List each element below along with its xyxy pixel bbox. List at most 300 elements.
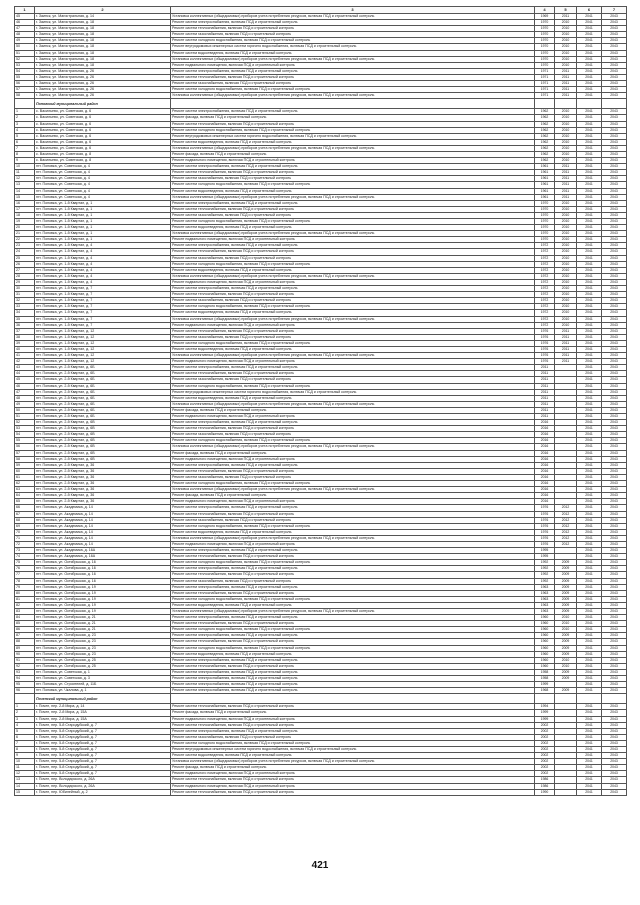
- plan-start-year-cell: 2041: [577, 590, 602, 596]
- row-number-cell: 88: [15, 639, 35, 645]
- plan-start-year-cell: 2041: [577, 316, 602, 322]
- work-type-cell: Ремонт систем холодного водоснабжения, включая ПСД и строительный контроль: [171, 340, 535, 346]
- work-type-cell: Установка коллективных (общедомовых) приборов учета потребления ресурсов, включая ПСД и строительный контроль: [171, 194, 535, 200]
- last-repair-year-cell: 2010: [555, 109, 577, 115]
- plan-end-year-cell: 2043: [602, 340, 627, 346]
- last-repair-year-cell: 2010: [555, 212, 577, 218]
- plan-start-year-cell: 2041: [577, 420, 602, 426]
- row-number-cell: 93: [15, 669, 35, 675]
- row-number-cell: 4: [15, 127, 35, 133]
- section-title: Поповский муниципальный район: [35, 99, 171, 109]
- year-built-cell: 1976: [535, 523, 555, 529]
- row-number-cell: 7: [15, 145, 35, 151]
- row-number-cell: 21: [15, 231, 35, 237]
- plan-end-year-cell: 2043: [602, 188, 627, 194]
- row-number-cell: 47: [15, 389, 35, 395]
- plan-start-year-cell: 2041: [577, 334, 602, 340]
- address-cell: г. Заинск, ул. Магистральная, д. 26: [35, 87, 171, 93]
- row-number-cell: 78: [15, 578, 35, 584]
- plan-end-year-cell: 2043: [602, 261, 627, 267]
- last-repair-year-cell: 2011: [555, 14, 577, 20]
- row-number-cell: 56: [15, 81, 35, 87]
- last-repair-year-cell: 2010: [555, 243, 577, 249]
- address-cell: пгт. Поповка, ул. Октябрьская, д. 16: [35, 572, 171, 578]
- plan-end-year-cell: 2043: [602, 38, 627, 44]
- address-cell: пгт. Поповка, ул. 1-й Квартал, д. 7: [35, 310, 171, 316]
- year-built-cell: 1970: [535, 50, 555, 56]
- address-cell: г. Заинск, ул. Магистральная, д. 26: [35, 81, 171, 87]
- plan-end-year-cell: 2043: [602, 316, 627, 322]
- plan-end-year-cell: 2043: [602, 444, 627, 450]
- work-type-cell: Ремонт подвального помещения, включая ПСД и строительный контроль: [171, 499, 535, 505]
- work-type-cell: Ремонт подвального помещения, включая ПСД и строительный контроль: [171, 456, 535, 462]
- address-cell: пгт. Поповка, ул. 2-й Квартал, д. 6В: [35, 450, 171, 456]
- address-cell: пгт. Поповка, ул. 1-й Квартал, д. 7: [35, 286, 171, 292]
- address-cell: г. Заинск, ул. Магистральная, д. 18: [35, 44, 171, 50]
- row-number-cell: 84: [15, 615, 35, 621]
- address-cell: пгт. Поповка, ул. Академика, д. 16А: [35, 554, 171, 560]
- work-type-cell: Ремонт систем водоотведения, включая ПСД и строительный контроль: [171, 188, 535, 194]
- row-number-cell: 73: [15, 548, 35, 554]
- year-built-cell: 1970: [535, 20, 555, 26]
- year-built-cell: 2016: [535, 432, 555, 438]
- row-number-cell: 62: [15, 481, 35, 487]
- plan-end-year-cell: 2043: [602, 334, 627, 340]
- plan-start-year-cell: 2041: [577, 529, 602, 535]
- work-type-cell: Ремонт систем теплоснабжения, включая ПСД и строительный контроль: [171, 572, 535, 578]
- address-cell: пгт. Поповка, ул. 2-й Квартал, д. 6В: [35, 456, 171, 462]
- address-cell: пгт. Поповка, ул. 2-й Квартал, д. 36: [35, 499, 171, 505]
- plan-start-year-cell: 2041: [577, 340, 602, 346]
- plan-start-year-cell: 2041: [577, 249, 602, 255]
- plan-end-year-cell: 2043: [602, 554, 627, 560]
- year-built-cell: 1992: [535, 572, 555, 578]
- plan-start-year-cell: 2041: [577, 602, 602, 608]
- work-type-cell: Ремонт систем холодного водоснабжения, включая ПСД и строительный контроль: [171, 38, 535, 44]
- address-cell: пгт. Поповка, ул. Строителей, д. 11Б: [35, 682, 171, 688]
- year-built-cell: 1976: [535, 511, 555, 517]
- work-type-cell: Ремонт систем холодного водоснабжения, включая ПСД и строительный контроль: [171, 261, 535, 267]
- year-built-cell: 2011: [535, 401, 555, 407]
- work-type-cell: Ремонт систем холодного водоснабжения, включая ПСД и строительный контроль: [171, 596, 535, 602]
- work-type-cell: Ремонт систем газоснабжения, включая ПСД и строительный контроль: [171, 298, 535, 304]
- last-repair-year-cell: 2009: [555, 584, 577, 590]
- last-repair-year-cell: 2011: [555, 194, 577, 200]
- row-number-cell: 12: [15, 771, 35, 777]
- plan-start-year-cell: 2041: [577, 535, 602, 541]
- plan-end-year-cell: 2043: [602, 789, 627, 795]
- last-repair-year-cell: 2009: [555, 602, 577, 608]
- row-number-cell: 5: [15, 133, 35, 139]
- plan-end-year-cell: 2043: [602, 371, 627, 377]
- year-built-cell: 2016: [535, 481, 555, 487]
- address-cell: с. Васильево, ул. Советская, д. 6: [35, 109, 171, 115]
- work-type-cell: Ремонт систем газоснабжения, включая ПСД и строительный контроль: [171, 474, 535, 480]
- plan-end-year-cell: 2043: [602, 517, 627, 523]
- last-repair-year-cell: 2010: [555, 621, 577, 627]
- year-built-cell: 2002: [535, 722, 555, 728]
- year-built-cell: 2016: [535, 487, 555, 493]
- row-number-cell: 67: [15, 511, 35, 517]
- year-built-cell: 1960: [535, 621, 555, 627]
- year-built-cell: 1960: [535, 657, 555, 663]
- plan-start-year-cell: 2041: [577, 783, 602, 789]
- plan-start-year-cell: 2041: [577, 109, 602, 115]
- address-cell: г. Заинск, ул. Магистральная, д. 26: [35, 74, 171, 80]
- address-cell: пгт. Поповка, ул. Октябрьская, д. 23: [35, 639, 171, 645]
- col-header-7: 7: [602, 7, 627, 14]
- address-cell: пгт. Поповка, ул. 1-й Квартал, д. 1: [35, 237, 171, 243]
- plan-end-year-cell: 2043: [602, 645, 627, 651]
- plan-end-year-cell: 2043: [602, 759, 627, 765]
- work-type-cell: Ремонт систем электроснабжения, включая ПСД и строительный контроль: [171, 243, 535, 249]
- plan-start-year-cell: 2041: [577, 596, 602, 602]
- row-number-cell: 51: [15, 414, 35, 420]
- year-built-cell: 2016: [535, 474, 555, 480]
- plan-end-year-cell: 2043: [602, 133, 627, 139]
- last-repair-year-cell: 2010: [555, 298, 577, 304]
- plan-end-year-cell: 2043: [602, 44, 627, 50]
- row-number-cell: 54: [15, 68, 35, 74]
- plan-end-year-cell: 2043: [602, 56, 627, 62]
- last-repair-year-cell: 2010: [555, 627, 577, 633]
- plan-end-year-cell: 2043: [602, 753, 627, 759]
- year-built-cell: 1961: [535, 164, 555, 170]
- plan-start-year-cell: 2041: [577, 505, 602, 511]
- plan-end-year-cell: 2043: [602, 716, 627, 722]
- address-cell: г. Почеп, пер. 5-й Стародубский, д. 7: [35, 722, 171, 728]
- row-number-cell: 16: [15, 200, 35, 206]
- work-type-cell: Ремонт систем теплоснабжения, включая ПСД и строительный контроль: [171, 26, 535, 32]
- last-repair-year-cell: 2011: [555, 334, 577, 340]
- last-repair-year-cell: 2009: [555, 566, 577, 572]
- row-number-cell: 8: [15, 151, 35, 157]
- plan-start-year-cell: 2041: [577, 651, 602, 657]
- plan-end-year-cell: 2043: [602, 401, 627, 407]
- plan-end-year-cell: 2043: [602, 420, 627, 426]
- address-cell: пгт. Поповка, ул. 2-й Квартал, д. 36: [35, 487, 171, 493]
- plan-start-year-cell: 2041: [577, 560, 602, 566]
- plan-start-year-cell: 2041: [577, 645, 602, 651]
- plan-end-year-cell: 2043: [602, 578, 627, 584]
- work-type-cell: Ремонт систем электроснабжения, включая ПСД и строительный контроль: [171, 505, 535, 511]
- year-built-cell: 1971: [535, 87, 555, 93]
- row-number-cell: 50: [15, 407, 35, 413]
- work-type-cell: Установка коллективных (общедомовых) приборов учета потребления ресурсов, включая ПСД и строительный контроль: [171, 145, 535, 151]
- year-built-cell: 1992: [535, 566, 555, 572]
- work-type-cell: Ремонт систем электроснабжения, включая ПСД и строительный контроль: [171, 286, 535, 292]
- plan-start-year-cell: 2041: [577, 87, 602, 93]
- last-repair-year-cell: 2011: [555, 93, 577, 99]
- last-repair-year-cell: 2010: [555, 322, 577, 328]
- row-number-cell: 68: [15, 517, 35, 523]
- plan-end-year-cell: 2043: [602, 151, 627, 157]
- year-built-cell: 1995: [535, 548, 555, 554]
- plan-start-year-cell: 2041: [577, 14, 602, 20]
- row-number-cell: 56: [15, 444, 35, 450]
- plan-end-year-cell: 2043: [602, 462, 627, 468]
- last-repair-year-cell: 2011: [555, 176, 577, 182]
- row-number-cell: 33: [15, 304, 35, 310]
- plan-end-year-cell: 2043: [602, 279, 627, 285]
- work-type-cell: Ремонт систем электроснабжения, включая ПСД и строительный контроль: [171, 584, 535, 590]
- row-number-cell: 9: [15, 753, 35, 759]
- year-built-cell: 1969: [535, 14, 555, 20]
- address-cell: с. Васильево, ул. Советская, д. 6: [35, 139, 171, 145]
- last-repair-year-cell: 2010: [555, 145, 577, 151]
- row-number-cell: 7: [15, 740, 35, 746]
- year-built-cell: 1962: [535, 133, 555, 139]
- section-empty-cell: [577, 694, 602, 704]
- row-number-cell: 51: [15, 50, 35, 56]
- row-number-cell: 95: [15, 682, 35, 688]
- plan-start-year-cell: 2041: [577, 456, 602, 462]
- address-cell: пгт. Поповка, ул. Академика, д. 14: [35, 517, 171, 523]
- year-built-cell: 1976: [535, 505, 555, 511]
- row-number-cell: 74: [15, 554, 35, 560]
- year-built-cell: 1972: [535, 322, 555, 328]
- work-type-cell: Установка коллективных (общедомовых) приборов учета потребления ресурсов, включая ПСД и строительный контроль: [171, 316, 535, 322]
- address-cell: пгт. Поповка, ул. 2-й Квартал, д. 6Б: [35, 377, 171, 383]
- plan-start-year-cell: 2041: [577, 740, 602, 746]
- address-cell: пгт. Поповка, ул. 1-й Квартал, д. 12: [35, 334, 171, 340]
- work-type-cell: Ремонт систем теплоснабжения, включая ПСД и строительный контроль: [171, 292, 535, 298]
- plan-start-year-cell: 2041: [577, 50, 602, 56]
- year-built-cell: 1986: [535, 783, 555, 789]
- col-header-4: 4: [535, 7, 555, 14]
- plan-start-year-cell: 2041: [577, 346, 602, 352]
- year-built-cell: 1961: [535, 176, 555, 182]
- work-type-cell: Ремонт систем холодного водоснабжения, включая ПСД и строительный контроль: [171, 740, 535, 746]
- plan-end-year-cell: 2043: [602, 523, 627, 529]
- year-built-cell: 1970: [535, 212, 555, 218]
- year-built-cell: 1970: [535, 26, 555, 32]
- row-number-cell: 45: [15, 377, 35, 383]
- address-cell: пгт. Поповка, ул. Советская, д. 4: [35, 182, 171, 188]
- last-repair-year-cell: 2009: [555, 676, 577, 682]
- plan-end-year-cell: 2043: [602, 676, 627, 682]
- work-type-cell: Ремонт систем газоснабжения, включая ПСД и строительный контроль: [171, 176, 535, 182]
- last-repair-year-cell: 2011: [555, 353, 577, 359]
- plan-end-year-cell: 2043: [602, 639, 627, 645]
- plan-end-year-cell: 2043: [602, 353, 627, 359]
- last-repair-year-cell: 2012: [555, 535, 577, 541]
- row-number-cell: 91: [15, 657, 35, 663]
- plan-end-year-cell: 2043: [602, 365, 627, 371]
- address-cell: пгт. Поповка, ул. 2-й Квартал, д. 6В: [35, 444, 171, 450]
- last-repair-year-cell: 2009: [555, 639, 577, 645]
- work-type-cell: Ремонт подвального помещения, включая ПСД и строительный контроль: [171, 158, 535, 164]
- plan-end-year-cell: 2043: [602, 746, 627, 752]
- row-number-cell: 4: [15, 722, 35, 728]
- year-built-cell: 1999: [535, 716, 555, 722]
- work-type-cell: Ремонт систем водоотведения, включая ПСД и строительный контроль: [171, 310, 535, 316]
- row-number-cell: 30: [15, 286, 35, 292]
- row-number-cell: 11: [15, 765, 35, 771]
- plan-end-year-cell: 2043: [602, 206, 627, 212]
- work-type-cell: Ремонт систем холодного водоснабжения, включая ПСД и строительный контроль: [171, 383, 535, 389]
- row-number-cell: 35: [15, 316, 35, 322]
- plan-end-year-cell: 2043: [602, 62, 627, 68]
- work-type-cell: Ремонт подвального помещения, включая ПСД и строительный контроль: [171, 783, 535, 789]
- year-built-cell: 1972: [535, 292, 555, 298]
- year-built-cell: 1970: [535, 231, 555, 237]
- plan-end-year-cell: 2043: [602, 615, 627, 621]
- work-type-cell: Ремонт систем теплоснабжения, включая ПСД и строительный контроль: [171, 206, 535, 212]
- work-type-cell: Ремонт систем электроснабжения, включая ПСД и строительный контроль: [171, 728, 535, 734]
- address-cell: пгт. Поповка, ул. Академика, д. 14: [35, 535, 171, 541]
- work-type-cell: Ремонт систем электроснабжения, включая ПСД и строительный контроль: [171, 200, 535, 206]
- plan-end-year-cell: 2043: [602, 535, 627, 541]
- last-repair-year-cell: 2010: [555, 663, 577, 669]
- row-number-cell: 55: [15, 438, 35, 444]
- col-header-3: 3: [171, 7, 535, 14]
- year-built-cell: 1961: [535, 182, 555, 188]
- address-cell: пгт. Поповка, ул. 1-й Квартал, д. 4: [35, 261, 171, 267]
- row-number-cell: 15: [15, 789, 35, 795]
- row-number-cell: 40: [15, 346, 35, 352]
- last-repair-year-cell: 2010: [555, 267, 577, 273]
- address-cell: пгт. Поповка, ул. Октябрьская, д. 21: [35, 621, 171, 627]
- address-cell: пгт. Поповка, ул. Советская, д. 4: [35, 170, 171, 176]
- year-built-cell: 2002: [535, 728, 555, 734]
- work-type-cell: Ремонт внутридомовых инженерных систем горячего водоснабжения, включая ПСД и строительный контроль: [171, 44, 535, 50]
- year-built-cell: 2002: [535, 771, 555, 777]
- last-repair-year-cell: 2010: [555, 249, 577, 255]
- address-cell: пгт. Поповка, ул. 1-й Квартал, д. 12: [35, 328, 171, 334]
- year-built-cell: 1963: [535, 590, 555, 596]
- plan-start-year-cell: 2041: [577, 716, 602, 722]
- plan-end-year-cell: 2043: [602, 328, 627, 334]
- last-repair-year-cell: 2011: [555, 74, 577, 80]
- row-number-cell: 2: [15, 115, 35, 121]
- plan-start-year-cell: 2041: [577, 328, 602, 334]
- address-cell: с. Васильево, ул. Советская, д. 6: [35, 133, 171, 139]
- work-type-cell: Ремонт систем водоотведения, включая ПСД и строительный контроль: [171, 139, 535, 145]
- address-cell: пгт. Поповка, ул. Октябрьская, д. 21: [35, 615, 171, 621]
- row-number-cell: 49: [15, 38, 35, 44]
- last-repair-year-cell: 2010: [555, 151, 577, 157]
- address-cell: пгт. Поповка, ул. 1-й Квартал, д. 12: [35, 359, 171, 365]
- last-repair-year-cell: 2010: [555, 261, 577, 267]
- row-number-cell: 46: [15, 383, 35, 389]
- address-cell: пгт. Поповка, ул. Академика, д. 14: [35, 511, 171, 517]
- plan-end-year-cell: 2043: [602, 200, 627, 206]
- work-type-cell: Ремонт систем теплоснабжения, включая ПСД и строительный контроль: [171, 722, 535, 728]
- plan-start-year-cell: 2041: [577, 310, 602, 316]
- year-built-cell: 1971: [535, 81, 555, 87]
- row-number-cell: 65: [15, 499, 35, 505]
- plan-end-year-cell: 2043: [602, 182, 627, 188]
- work-type-cell: Ремонт систем теплоснабжения, включая ПСД и строительный контроль: [171, 371, 535, 377]
- plan-end-year-cell: 2043: [602, 572, 627, 578]
- work-type-cell: Ремонт систем теплоснабжения, включая ПСД и строительный контроль: [171, 426, 535, 432]
- address-cell: пгт. Поповка, ул. 2-й Квартал, д. 36: [35, 468, 171, 474]
- work-type-cell: Ремонт систем холодного водоснабжения, включая ПСД и строительный контроль: [171, 560, 535, 566]
- address-cell: пгт. Поповка, ул. 1-й Квартал, д. 1: [35, 206, 171, 212]
- plan-start-year-cell: 2041: [577, 231, 602, 237]
- address-cell: пгт. Поповка, ул. 2-й Квартал, д. 6Б: [35, 365, 171, 371]
- year-built-cell: 1976: [535, 346, 555, 352]
- address-cell: г. Заинск, ул. Магистральная, д. 18: [35, 32, 171, 38]
- address-cell: пгт. Поповка, ул. 1-й Квартал, д. 1: [35, 219, 171, 225]
- address-cell: г. Почеп, пер. Володарского, д. 26А: [35, 777, 171, 783]
- row-number-cell: 83: [15, 609, 35, 615]
- row-number-cell: 69: [15, 523, 35, 529]
- work-type-cell: Ремонт фасада, включая ПСД и строительный контроль: [171, 710, 535, 716]
- plan-start-year-cell: 2041: [577, 298, 602, 304]
- row-number-cell: 3: [15, 716, 35, 722]
- row-number-cell: 14: [15, 783, 35, 789]
- year-built-cell: 2002: [535, 753, 555, 759]
- address-cell: г. Почеп, пер. 5-й Стародубский, д. 7: [35, 728, 171, 734]
- row-number-cell: 43: [15, 365, 35, 371]
- row-number-cell: 52: [15, 420, 35, 426]
- work-type-cell: Ремонт систем водоотведения, включая ПСД и строительный контроль: [171, 753, 535, 759]
- work-type-cell: Ремонт систем электроснабжения, включая ПСД и строительный контроль: [171, 20, 535, 26]
- row-number-cell: 82: [15, 602, 35, 608]
- row-number-cell: 59: [15, 462, 35, 468]
- plan-start-year-cell: 2041: [577, 688, 602, 694]
- plan-end-year-cell: 2043: [602, 771, 627, 777]
- row-number-cell: 55: [15, 74, 35, 80]
- work-type-cell: Ремонт подвального помещения, включая ПСД и строительный контроль: [171, 322, 535, 328]
- row-number-cell: 58: [15, 456, 35, 462]
- plan-start-year-cell: 2041: [577, 462, 602, 468]
- work-type-cell: Ремонт систем холодного водоснабжения, включая ПСД и строительный контроль: [171, 645, 535, 651]
- plan-end-year-cell: 2043: [602, 115, 627, 121]
- last-repair-year-cell: 2010: [555, 121, 577, 127]
- work-type-cell: Ремонт фасада, включая ПСД и строительный контроль: [171, 493, 535, 499]
- work-type-cell: Ремонт систем теплоснабжения, включая ПСД и строительный контроль: [171, 590, 535, 596]
- address-cell: пгт. Поповка, ул. 1-й Квартал, д. 1: [35, 225, 171, 231]
- address-cell: пгт. Поповка, ул. 2-й Квартал, д. 6Б: [35, 414, 171, 420]
- year-built-cell: 1972: [535, 243, 555, 249]
- year-built-cell: 1961: [535, 188, 555, 194]
- work-type-cell: Ремонт подвального помещения, включая ПСД и строительный контроль: [171, 237, 535, 243]
- last-repair-year-cell: 2010: [555, 32, 577, 38]
- plan-start-year-cell: 2041: [577, 26, 602, 32]
- year-built-cell: 1972: [535, 249, 555, 255]
- work-type-cell: Ремонт систем электроснабжения, включая ПСД и строительный контроль: [171, 669, 535, 675]
- address-cell: пгт. Поповка, ул. Октябрьская, д. 23: [35, 651, 171, 657]
- plan-end-year-cell: 2043: [602, 765, 627, 771]
- plan-end-year-cell: 2043: [602, 414, 627, 420]
- document-sheet: [14, 6, 626, 796]
- year-built-cell: 1972: [535, 310, 555, 316]
- work-type-cell: Ремонт фасада, включая ПСД и строительный контроль: [171, 450, 535, 456]
- plan-start-year-cell: 2041: [577, 639, 602, 645]
- year-built-cell: 2011: [535, 377, 555, 383]
- plan-start-year-cell: 2041: [577, 771, 602, 777]
- plan-start-year-cell: 2041: [577, 474, 602, 480]
- year-built-cell: 2011: [535, 371, 555, 377]
- last-repair-year-cell: [555, 789, 577, 795]
- year-built-cell: 1976: [535, 340, 555, 346]
- plan-start-year-cell: 2041: [577, 615, 602, 621]
- plan-end-year-cell: 2043: [602, 81, 627, 87]
- row-number-cell: 12: [15, 176, 35, 182]
- row-number-cell: 39: [15, 340, 35, 346]
- work-type-cell: Ремонт подвального помещения, включая ПСД и строительный контроль: [171, 771, 535, 777]
- work-type-cell: Ремонт систем теплоснабжения, включая ПСД и строительный контроль: [171, 777, 535, 783]
- work-type-cell: Установка коллективных (общедомовых) приборов учета потребления ресурсов, включая ПСД и строительный контроль: [171, 487, 535, 493]
- address-cell: пгт. Поповка, ул. Октябрьская, д. 19: [35, 602, 171, 608]
- address-cell: пгт. Поповка, ул. 1-й Квартал, д. 7: [35, 316, 171, 322]
- year-built-cell: 2016: [535, 462, 555, 468]
- plan-start-year-cell: 2041: [577, 182, 602, 188]
- section-num-cell: [15, 99, 35, 109]
